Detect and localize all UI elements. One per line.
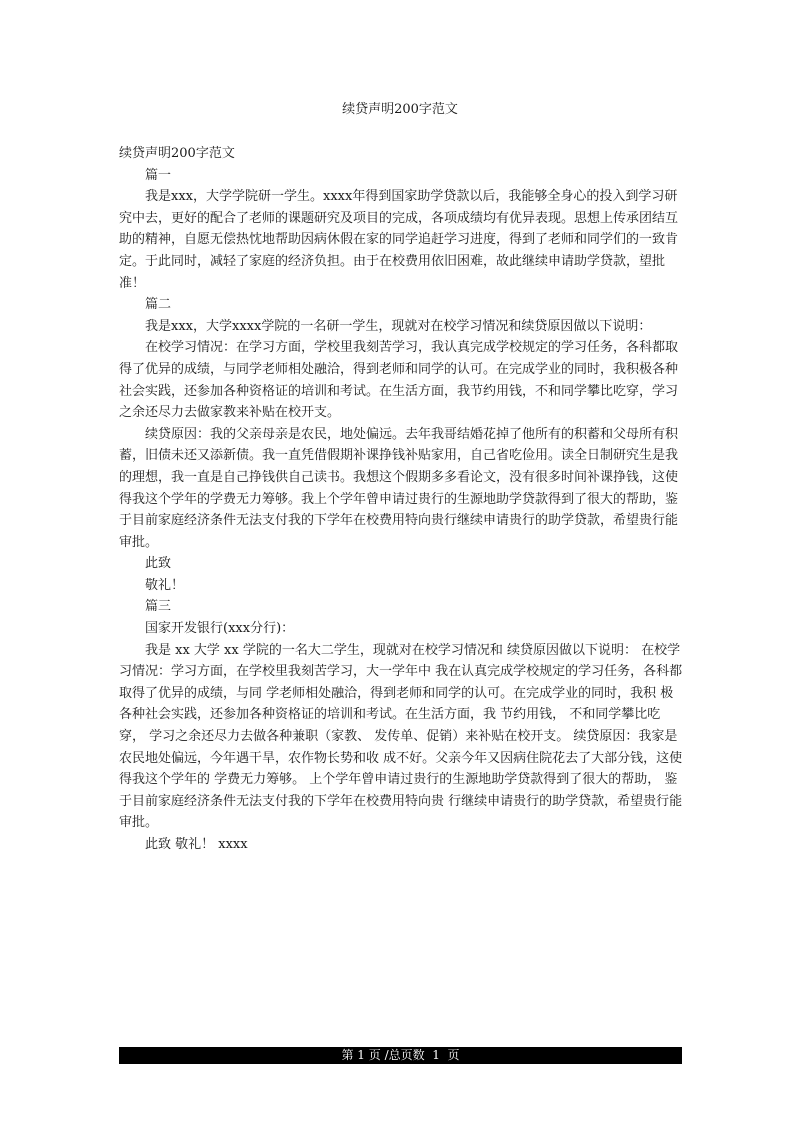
paragraph: 在校学习情况：在学习方面，学校里我刻苦学习，我认真完成学校规定的学习任务，各科都取得了优异的成绩，与同学老师相处融洽，得到老师和同学的认可。在完成学业的同时，我积极各种社会实践，还参加各种资格证的培训和考试。在生活方面，我节约用钱，不和同学攀比吃穿，学习之余还尽力去做家教来补贴在校开支。 [119,340,679,421]
salutation: 国家开发银行(xxx分行)： [145,621,295,637]
paragraph: 我是xxx，大学xxxx学院的一名研一学生，现就对在校学习情况和续贷原因做以下说明： [145,318,652,334]
document-body [119,143,685,856]
closing-line: 此致 [145,556,172,572]
page-footer: 第 1 页 /总页数 1 页 [119,1047,682,1064]
closing-line: 此致 敬礼！ xxxx [145,837,248,852]
paragraph: 续贷原因：我的父亲母亲是农民，地处偏远。去年我哥结婚花掉了他所有的积蓄和父母所有积蓄，旧债未还又添新债。我一直凭借假期补课挣钱补贴家用，自己省吃俭用。读全日制研究生是我的理想，我一直是自己挣钱供自己读书。我想这个假期多多看论文，没有很多时间补课挣钱，这使得我这个学年的学费无力筹够。我上个学年曾申请过贵行的生源地助学贷款得到了很大的帮助，鉴于目前家庭经济条件无法支付我的下学年在校费用特向贵行继续申请贵行的助学贷款，希望贵行能审批。 [119,426,679,550]
paragraph: 我是xxx，大学学院研一学生。xxxx年得到国家助学贷款以后，我能够全身心的投入到学习研究中去，更好的配合了老师的课题研究及项目的完成，各项成绩均有优异表现。思想上传承团结互助的精神，自愿无偿热忱地帮助因病休假在家的同学追赶学习进度，得到了老师和同学们的一致肯定。于此同时，减轻了家庭的经济负担。由于在校费用依旧困难，故此继续申请助学贷款，望批准！ [119,189,679,291]
paragraph: 我是 xx 大学 xx 学院的一名大二学生，现就对在校学习情况和 续贷原因做以下说明： 在校学习情况：学习方面，在学校里我刻苦学习，大一学年中 我在认真完成学校规定的学习任务，各科都取得了优异的成绩，与同 学老师相处融洽，得到老师和同学的认可。在完成学业的同时，我积 极各种社会实践，还参加各种资格证的培训和考试。在生活方面，我 节约用钱， 不和同学攀比吃穿， 学习之余还尽力去做各种兼职（家教、 发传单、促销）来补贴在校开支。 续贷原因：我家是农民地处偏远，今年遇干旱，农作物长势和收 成不好。父亲今年又因病住院花去了大部分钱，这使得我这个学年的 学费无力筹够。 上个学年曾申请过贵行的生源地助学贷款得到了很大的帮助， 鉴于目前家庭经济条件无法支付我的下学年在校费用特向贵 行继续申请贵行的助学贷款，希望贵行能审批。 [119,642,683,831]
closing-line: 敬礼！ [145,577,185,593]
document-title: 续贷声明200字范文 [342,102,458,117]
section-label-3: 篇三 [145,599,172,615]
section-label-1: 篇一 [145,167,172,183]
section-label-2: 篇二 [145,297,172,313]
document-heading: 续贷声明200字范文 [119,146,235,161]
